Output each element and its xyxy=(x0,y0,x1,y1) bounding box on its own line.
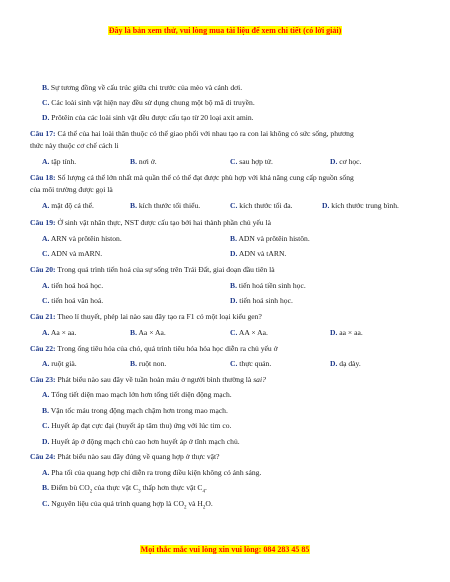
q21-option-d: D. aa × aa. xyxy=(330,328,363,337)
q19-option-d: D. ADN và tARN. xyxy=(230,249,287,258)
q18-option-d: D. kích thước trung bình. xyxy=(322,201,399,210)
contact-notice-text: Mọi thắc mắc vui lòng xin vui lòng: 084 283 45 85 xyxy=(140,545,310,554)
question-18-cont: của môi trường được gọi là xyxy=(30,185,113,194)
q22-option-c: C. thực quản. xyxy=(230,359,272,368)
q17-option-d: D. cơ học. xyxy=(330,157,362,166)
q22-option-b: B. ruột non. xyxy=(130,359,167,368)
contact-notice-banner xyxy=(0,545,450,554)
q24-option-a: A. Pha tối của quang hợp chỉ diễn ra trong điều kiện không có ánh sáng. xyxy=(42,468,262,477)
q23-option-a: A. Tổng tiết diện mao mạch lớn hơn tổng tiết diện động mạch. xyxy=(42,390,232,399)
q23-option-d: D. Huyết áp ở động mạch chủ cao hơn huyết áp ở tĩnh mạch chủ. xyxy=(42,437,240,446)
q17-option-c: C. sau hợp tử. xyxy=(230,157,273,166)
q24-option-c: C. Nguyên liệu của quá trình quang hợp là $CO_2$ và $H_2O$. xyxy=(42,499,213,511)
q18-option-b: B. kích thước tối thiểu. xyxy=(130,201,201,210)
prev-option-b: B. Sự tương đồng về cấu trúc giữa chi trước của mèo và cánh dơi. xyxy=(42,83,243,92)
question-20: Câu 20: Trong quá trình tiến hoá của sự sống trên Trái Đất, giai đoạn đầu tiên là xyxy=(30,265,275,274)
q17-option-a: A. tập tính. xyxy=(42,157,77,166)
q19-option-b: B. ADN và prôtêin histôn. xyxy=(230,234,310,243)
preview-notice-text: Đây là bản xem thử, vui lòng mua tài liệu để xem chi tiết (có lời giải) xyxy=(108,26,342,35)
q21-option-c: C. AA × Aa. xyxy=(230,328,268,337)
question-18: Câu 18: Số lượng cá thể lớn nhất mà quần thể có thể đạt được phù hợp với khả năng cung cấp nguồn sống xyxy=(30,173,354,182)
q20-option-a: A. tiến hoá hoá học. xyxy=(42,281,104,290)
q22-option-d: D. dạ dày. xyxy=(330,359,361,368)
question-17-cont: thức này thuộc cơ chế cách li xyxy=(30,141,119,150)
q23-option-c: C. Huyết áp đạt cực đại (huyết áp tâm thu) ứng với lúc tim co. xyxy=(42,421,232,430)
question-22: Câu 22: Trong ống tiêu hóa của chó, quá trình tiêu hóa hóa học diễn ra chủ yếu ở xyxy=(30,344,278,353)
question-24: Câu 24: Phát biểu nào sau đây đúng về quang hợp ở thực vật? xyxy=(30,452,220,461)
q17-option-b: B. nơi ở. xyxy=(130,157,157,166)
q21-option-b: B. Aa × Aa. xyxy=(130,328,166,337)
q19-option-a: A. ARN và prôtêin histon. xyxy=(42,234,122,243)
question-19: Câu 19: Ở sinh vật nhân thực, NST được cấu tạo bởi hai thành phần chủ yếu là xyxy=(30,218,271,227)
q18-option-c: C. kích thước tối đa. xyxy=(230,201,293,210)
q18-option-a: A. mật độ cá thể. xyxy=(42,201,94,210)
q23-option-b: B. Vận tốc máu trong động mạch chậm hơn trong mao mạch. xyxy=(42,406,228,415)
q20-option-d: D. tiến hoá sinh học. xyxy=(230,296,293,305)
question-21: Câu 21: Theo lí thuyết, phép lai nào sau đây tạo ra F1 có một loại kiểu gen? xyxy=(30,312,262,321)
q24-option-b: B. Điểm bù $CO_2$ của thực vật $C_3$ thấp hơn thực vật $C_4$. xyxy=(42,483,207,495)
q19-option-c: C. ADN và mARN. xyxy=(42,249,103,258)
q21-option-a: A. Aa × aa. xyxy=(42,328,77,337)
q22-option-a: A. ruột già. xyxy=(42,359,77,368)
q20-option-b: B. tiến hoá tiền sinh học. xyxy=(230,281,306,290)
question-17: Câu 17: Cá thể của hai loài thân thuộc có thể giao phối với nhau tạo ra con lai không có sức sống, phương xyxy=(30,129,354,138)
prev-option-d: D. Prôtêin của các loài sinh vật đều được cấu tạo từ 20 loại axit amin. xyxy=(42,113,254,122)
prev-option-c: C. Các loài sinh vật hiện nay đều sử dụng chung một bộ mã di truyền. xyxy=(42,98,255,107)
question-23: Câu 23: Phát biểu nào sau đây về tuần hoàn máu ở người bình thường là sai? xyxy=(30,375,266,384)
q20-option-c: C. tiến hoá văn hoá. xyxy=(42,296,104,305)
